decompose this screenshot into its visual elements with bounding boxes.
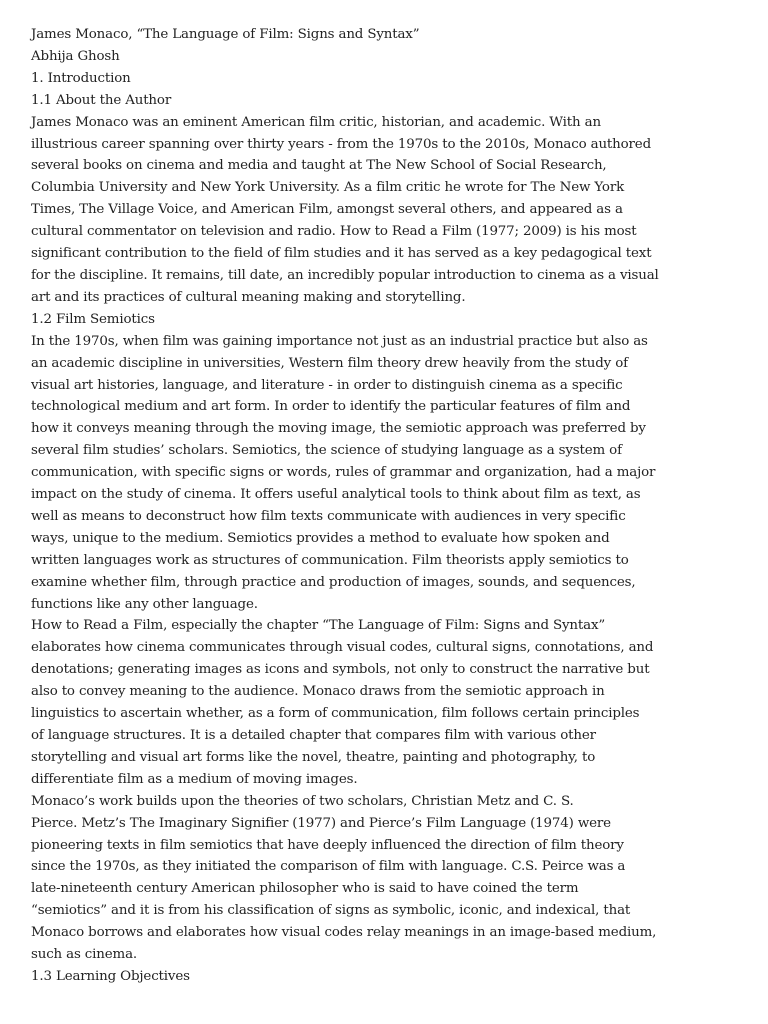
paragraph-monaco-theories <box>31 791 657 966</box>
text-line: technological medium and art form. In order to identify the particular features of film and <box>31 399 631 415</box>
text-line: written languages work as structures of communication. Film theorists apply semiotics to <box>31 552 629 568</box>
text-line: In the 1970s, when film was gaining importance not just as an industrial practice but also as <box>31 333 648 349</box>
section-heading-film-semiotics: 1.2 Film Semiotics <box>31 311 155 327</box>
text-line: How to Read a Film, especially the chapter “The Language of Film: Signs and Syntax” <box>31 618 606 634</box>
paragraph-film-semiotics <box>31 331 656 616</box>
text-line: ways, unique to the medium. Semiotics provides a method to evaluate how spoken and <box>31 530 610 546</box>
section-heading-about-author: 1.1 About the Author <box>31 92 172 108</box>
text-line: elaborates how cinema communicates through visual codes, cultural signs, connotations, and <box>31 640 654 656</box>
text-line: several books on cinema and media and taught at The New School of Social Research, <box>31 158 607 174</box>
text-line: an academic discipline in universities, Western film theory drew heavily from the study of <box>31 355 628 371</box>
text-line: “semiotics” and it is from his classification of signs as symbolic, iconic, and indexical, that <box>31 903 631 919</box>
text-line: how it conveys meaning through the moving image, the semiotic approach was preferred by <box>31 421 646 437</box>
text-line: James Monaco was an eminent American film critic, historian, and academic. With an <box>31 114 601 130</box>
text-line: significant contribution to the field of film studies and it has served as a key pedagogical text <box>31 246 652 262</box>
section-heading-introduction: 1. Introduction <box>31 70 131 86</box>
text-line: Columbia University and New York University. As a film critic he wrote for The New York <box>31 180 625 196</box>
text-line: cultural commentator on television and radio. How to Read a Film (1977; 2009) is his most <box>31 224 637 240</box>
text-line: linguistics to ascertain whether, as a form of communication, film follows certain principles <box>31 706 640 722</box>
text-line: impact on the study of cinema. It offers useful analytical tools to think about film as text, as <box>31 487 641 503</box>
text-line: examine whether film, through practice and production of images, sounds, and sequences, <box>31 574 636 590</box>
text-line: late-nineteenth century American philosopher who is said to have coined the term <box>31 881 579 897</box>
text-line: such as cinema. <box>31 947 138 963</box>
text-line: denotations; generating images as icons and symbols, not only to construct the narrative but <box>31 662 650 678</box>
document-title: James Monaco, “The Language of Film: Signs and Syntax” <box>31 27 420 42</box>
text-line: art and its practices of cultural meaning making and storytelling. <box>31 289 466 305</box>
text-line: Pierce. Metz’s The Imaginary Signifier (1977) and Pierce’s Film Language (1974) were <box>31 815 611 831</box>
text-line: also to convey meaning to the audience. Monaco draws from the semiotic approach in <box>31 684 605 700</box>
paragraph-about-author <box>31 112 659 309</box>
text-line: well as means to deconstruct how film texts communicate with audiences in very specific <box>31 508 626 524</box>
paragraph-how-to-read-a-film <box>31 615 654 790</box>
text-line: since the 1970s, as they initiated the comparison of film with language. C.S. Peirce was a <box>31 859 626 875</box>
text-line: pioneering texts in film semiotics that have deeply influenced the direction of film theory <box>31 837 624 853</box>
document-author: Abhija Ghosh <box>31 48 120 64</box>
text-line: differentiate film as a medium of moving images. <box>31 771 358 787</box>
text-line: storytelling and visual art forms like the novel, theatre, painting and photography, to <box>31 749 596 765</box>
text-line: of language structures. It is a detailed chapter that compares film with various other <box>31 728 596 743</box>
text-line: communication, with specific signs or words, rules of grammar and organization, had a major <box>31 465 656 481</box>
text-line: illustrious career spanning over thirty years - from the 1970s to the 2010s, Monaco authored <box>31 136 651 152</box>
section-heading-learning-objectives: 1.3 Learning Objectives <box>31 968 190 984</box>
text-line: visual art histories, language, and literature - in order to distinguish cinema as a specific <box>31 377 623 393</box>
document-body <box>31 24 659 988</box>
text-line: several film studies’ scholars. Semiotics, the science of studying language as a system of <box>31 443 622 459</box>
text-line: for the discipline. It remains, till date, an incredibly popular introduction to cinema as a visual <box>31 267 659 283</box>
text-line: Times, The Village Voice, and American Film, amongst several others, and appeared as a <box>31 202 623 218</box>
text-line: Monaco borrows and elaborates how visual codes relay meanings in an image-based medium, <box>31 925 657 941</box>
text-line: functions like any other language. <box>31 596 258 612</box>
text-line: Monaco’s work builds upon the theories of two scholars, Christian Metz and C. S. <box>31 793 574 809</box>
